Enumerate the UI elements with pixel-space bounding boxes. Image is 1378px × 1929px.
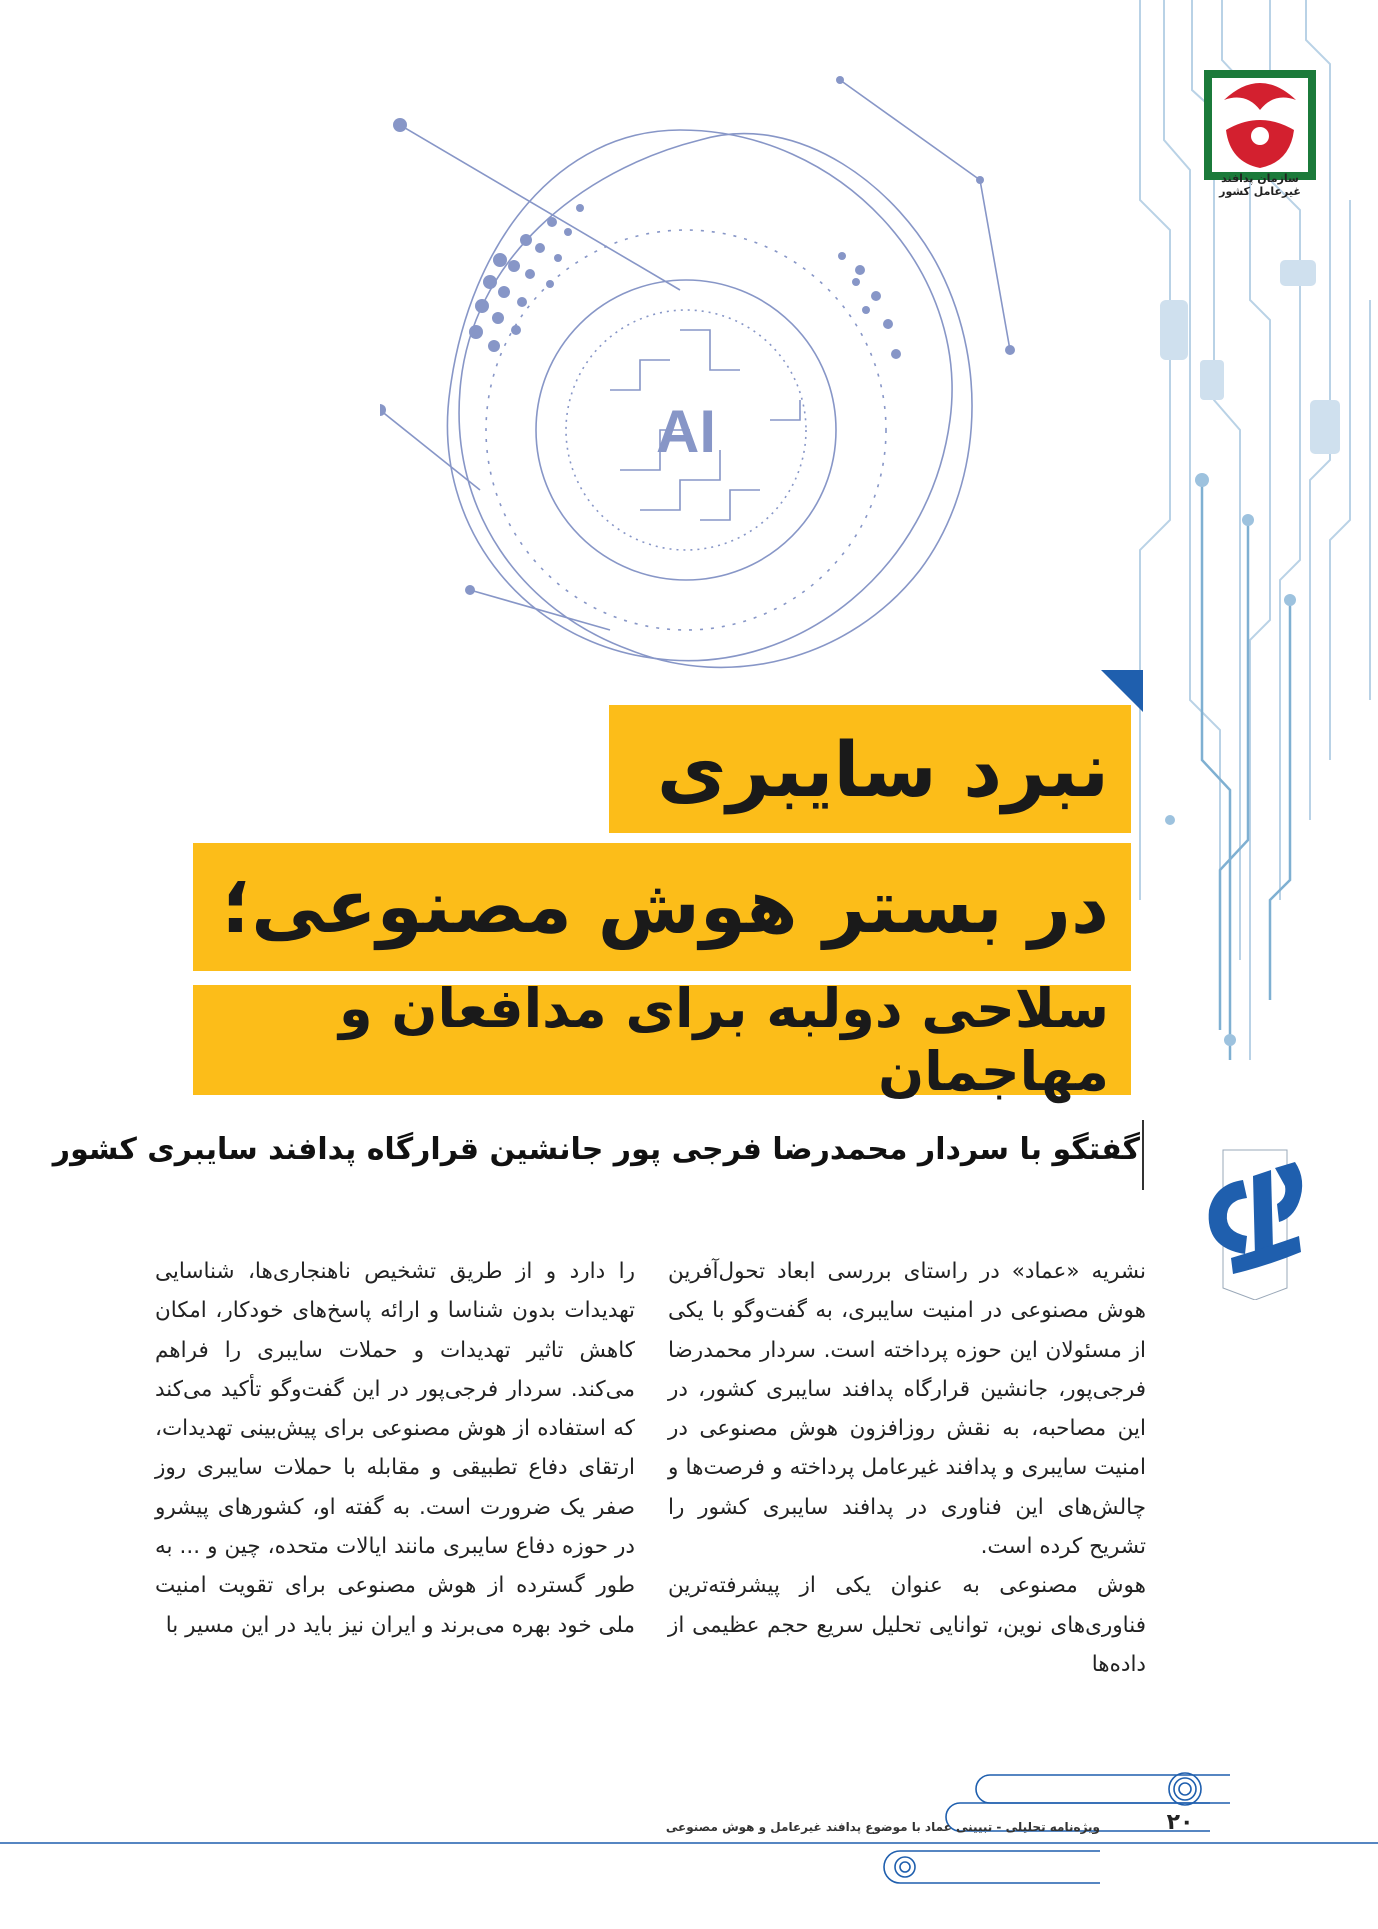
- subtitle: گفتگو با سردار محمدرضا فرجی پور جانشین قرارگاه پدافند سایبری کشور: [52, 1132, 1140, 1167]
- title-line-1-bar: [609, 705, 1131, 833]
- title-line-1: نبرد سایبری: [656, 724, 1109, 814]
- body-column-left: [155, 1252, 635, 1645]
- title-line-2-bar: [193, 843, 1131, 971]
- body-paragraph: هوش مصنوعی به عنوان یکی از پیشرفته‌ترین فناوری‌های نوین، توانایی تحلیل سریع حجم عظیمی از داده‌ها: [668, 1573, 1146, 1677]
- org-logo-text: سازمان پدافند غیرعامل کشور: [1219, 172, 1301, 198]
- ai-label: AI: [656, 398, 716, 465]
- title-line-3: سلاحی دولبه برای مدافعان و مهاجمان: [339, 977, 1109, 1103]
- body-column-right: [668, 1252, 1146, 1684]
- title-line-3-bar: [193, 977, 1131, 1103]
- page-number: ۲۰: [1166, 1810, 1194, 1835]
- emad-logo-icon: [1195, 1140, 1315, 1300]
- org-logo-icon: [1204, 70, 1316, 180]
- body-paragraph: را دارد و از طریق تشخیص ناهنجاری‌ها، شناسایی تهدیدات بدون شناسا و ارائه پاسخ‌های خودکار، امکان کاهش تاثیر تهدیدات و حملات سایبری را فراهم می‌کند. سردار فرجی‌پور در این گفت‌وگو تأکید می‌کند که استفاده از هوش مصنوعی برای پیش‌بینی تهدیدات، ارتقای دفاع تطبیقی و مقابله با حملات سایبری روز صفر یک ضرورت است. به گفته او، کشورهای پیشرو در حوزه دفاع سایبری مانند ایالات متحده، چین و ... به طور گسترده از هوش مصنوعی برای تقویت امنیت ملی خود بهره می‌برند و ایران نیز باید در این مسیر با: [155, 1259, 635, 1638]
- body-paragraph: نشریه «عماد» در راستای بررسی ابعاد تحول‌آفرین هوش مصنوعی در امنیت سایبری، به گفت‌وگو با یکی از مسئولان این حوزه پرداخته است. سردار محمدرضا فرجی‌پور، جانشین قرارگاه پدافند سایبری کشور، در این مصاحبه، به نقش روزافزون هوش مصنوعی در امنیت سایبری و پدافند غیرعامل پرداخته و فرصت‌ها و چالش‌های این فناوری در پدافند سایبری کشور را تشریح کرده است.: [668, 1259, 1146, 1560]
- footer-decoration: [0, 1755, 1378, 1929]
- title-line-2: در بستر هوش مصنوعی؛: [221, 864, 1109, 950]
- footer-text: ویژه‌نامه تحلیلی - تبیینی عماد با موضوع پدافند غیرعامل و هوش مصنوعی: [665, 1820, 1100, 1834]
- subtitle-rule: [1142, 1120, 1144, 1190]
- ai-illustration: [380, 70, 1020, 730]
